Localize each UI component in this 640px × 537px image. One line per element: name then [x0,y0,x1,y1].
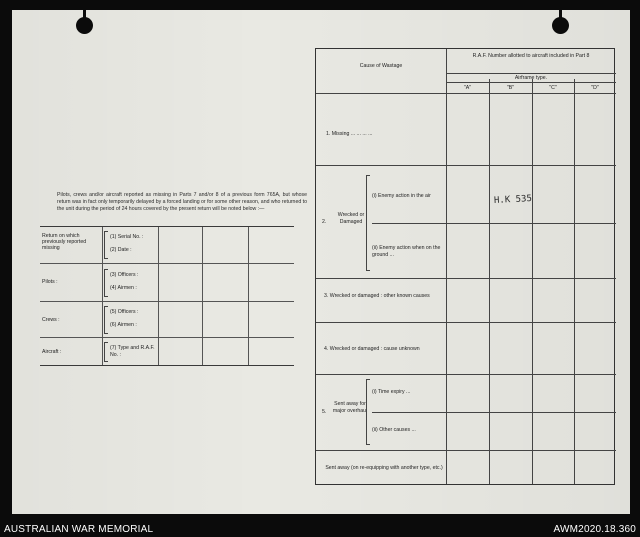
document-page [12,10,630,514]
type-a-header: "A" [463,85,472,91]
row-sent-away-label: Sent away for major overhaul [332,401,368,414]
row-reequipping: Sent away (on re-equipping with another type, etc.) [325,465,443,471]
raf-number-header: R.A.F. Number allotted to aircraft included in Part 8 [472,53,590,59]
left-row-serial: (1) Serial No. : [110,234,144,240]
cause-header: Cause of Wastage [359,63,403,69]
punch-hole [76,17,93,34]
row-time-expiry: (i) Time expiry ... [372,389,411,395]
row-missing: 1. Missing ... ... ... ... [326,131,373,137]
left-row-date: (2) Date : [110,247,132,253]
left-row-pilot-airmen: (4) Airmen : [110,285,137,291]
archive-credit: AUSTRALIAN WAR MEMORIAL [4,524,154,535]
left-heading-return: Return on which previously reported missing [42,233,87,251]
row-other-causes: (ii) Other causes ... [372,427,416,433]
left-heading-crews: Crews : [42,317,60,323]
left-row-crew-officers: (5) Officers : [110,309,139,315]
left-row-crew-airmen: (6) Airmen : [110,322,137,328]
handwritten-aircraft-number: H.K 535 [493,194,533,206]
row-wrecked-number: 2. [322,219,327,225]
left-row-aircraft-type: (7) Type and R.A.F. No. : [110,345,155,358]
left-row-pilot-officers: (3) Officers : [110,272,139,278]
type-c-header: "C" [549,85,557,91]
row-enemy-air: (i) Enemy action in the air [372,193,431,199]
row-other-known: 3. Wrecked or damaged : other known causes [324,293,430,299]
row-enemy-ground: (ii) Enemy action when on the ground ... [372,245,441,258]
airframe-type-header: Airframe type. [514,75,548,81]
type-d-header: "D" [591,85,599,91]
punch-hole [552,17,569,34]
type-b-header: "B" [506,85,515,91]
returned-aircraft-table [40,226,294,366]
wastage-table [315,48,615,485]
row-cause-unknown: 4. Wrecked or damaged : cause unknown [324,346,420,352]
archive-reference: AWM2020.18.360 [553,524,636,535]
left-heading-aircraft: Aircraft : [42,349,62,355]
row-sent-away-number: 5. [322,409,327,415]
instructions-text: Pilots, crews and/or aircraft reported as missing in Parts 7 and/or 8 of a previous form 765A, but whose return was in fact only temporarily delayed by a forced landing or for some other reason, and who returned to the unit during the period of 24 hours covered by the present return will be noted below :— [57,192,307,212]
left-heading-pilots: Pilots : [42,279,58,285]
row-wrecked-label: Wrecked or Damaged [337,212,365,225]
